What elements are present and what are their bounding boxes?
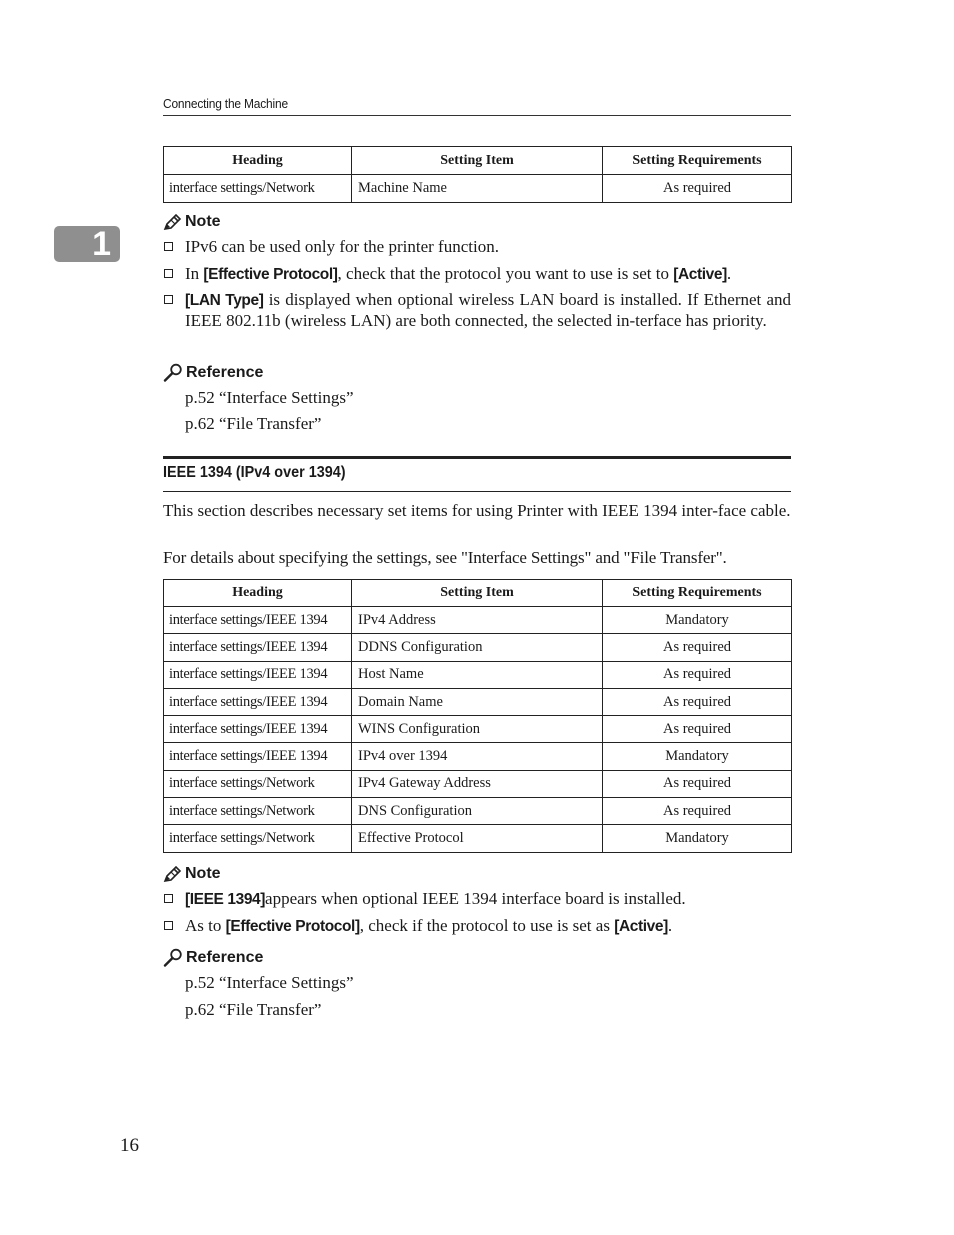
note-item [163, 916, 791, 937]
table-cell-setting-item: DDNS Configuration [352, 634, 603, 661]
table-cell-heading: interface settings/IEEE 1394 [164, 661, 352, 688]
table-header-row [164, 147, 792, 175]
table-cell-setting-item: WINS Configuration [352, 716, 603, 743]
section-paragraph: For details about specifying the settings, see "Interface Settings" and "File Transfer". [163, 548, 727, 567]
ui-label-effective-protocol: [Effective Protocol] [203, 266, 338, 283]
ui-label-ieee-1394: [IEEE 1394] [185, 891, 266, 908]
reference-heading [163, 363, 263, 382]
table-cell-heading: interface settings/Network [164, 825, 352, 852]
settings-table-network [163, 146, 792, 203]
settings-table-ieee1394 [163, 579, 792, 853]
reference-link[interactable]: p.52 “Interface Settings” [185, 388, 354, 407]
column-header-heading: Heading [164, 580, 352, 607]
section-rule-bottom [163, 491, 791, 492]
checkbox-bullet-icon [163, 916, 185, 937]
chapter-number: 1 [92, 225, 111, 263]
note-heading [163, 865, 221, 883]
note-item-text: IPv6 can be used only for the printer function. [185, 237, 499, 256]
note-item [163, 889, 791, 910]
table-row [164, 688, 792, 715]
magnifier-icon [163, 363, 183, 382]
note-item-text: As to [Effective Protocol], check if the protocol to use is set as [Active]. [185, 916, 673, 935]
table-cell-requirement: As required [603, 175, 792, 203]
table-row [164, 661, 792, 688]
column-header-setting-item: Setting Item [352, 147, 603, 175]
table-row [164, 716, 792, 743]
table-row [164, 743, 792, 770]
table-cell-setting-item: IPv4 Address [352, 607, 603, 634]
table-cell-heading: interface settings/Network [164, 798, 352, 825]
header-rule [163, 115, 791, 116]
checkbox-bullet-icon [163, 290, 185, 331]
note-item [163, 237, 791, 257]
note-item [163, 264, 791, 285]
page-number: 16 [120, 1135, 139, 1156]
table-row [164, 798, 792, 825]
table-cell-requirement: As required [603, 716, 792, 743]
pencil-icon [163, 214, 182, 231]
column-header-setting-requirements: Setting Requirements [603, 580, 792, 607]
table-cell-setting-item: Effective Protocol [352, 825, 603, 852]
table-cell-requirement: As required [603, 634, 792, 661]
reference-title: Reference [186, 363, 264, 381]
note-title: Note [185, 213, 221, 230]
table-cell-requirement: As required [603, 688, 792, 715]
table-cell-requirement: Mandatory [603, 607, 792, 634]
ui-label-effective-protocol: [Effective Protocol] [225, 918, 360, 935]
checkbox-bullet-icon [163, 264, 185, 285]
column-header-setting-item: Setting Item [352, 580, 603, 607]
table-cell-heading: interface settings/IEEE 1394 [164, 716, 352, 743]
table-cell-requirement: As required [603, 770, 792, 797]
ui-label-active: [Active] [673, 266, 727, 283]
table-cell-setting-item: Host Name [352, 661, 603, 688]
table-row [164, 825, 792, 852]
table-cell-heading: interface settings/IEEE 1394 [164, 743, 352, 770]
table-row [164, 175, 792, 203]
section-paragraph: This section describes necessary set items for using Printer with IEEE 1394 inter-face cable. [163, 501, 791, 520]
table-cell-requirement: Mandatory [603, 743, 792, 770]
reference-link[interactable]: p.52 “Interface Settings” [185, 973, 354, 992]
table-header-row [164, 580, 792, 607]
note-heading [163, 213, 221, 231]
chapter-tab [54, 226, 120, 262]
reference-link[interactable]: p.62 “File Transfer” [185, 414, 322, 433]
table-cell-setting-item: IPv4 over 1394 [352, 743, 603, 770]
magnifier-icon [163, 948, 183, 967]
table-cell-setting-item: DNS Configuration [352, 798, 603, 825]
ui-label-active: [Active] [614, 918, 668, 935]
table-row [164, 770, 792, 797]
table-row [164, 607, 792, 634]
section-rule-top [163, 456, 791, 459]
column-header-setting-requirements: Setting Requirements [603, 147, 792, 175]
note-item-text: [LAN Type] is displayed when optional wireless LAN board is installed. If Ethernet and IEEE 802.11b (wireless LAN) are both connected, the selected in-terface has priority. [185, 290, 791, 330]
note-item-text: [IEEE 1394]appears when optional IEEE 1394 interface board is installed. [185, 889, 686, 908]
table-cell-heading: interface settings/IEEE 1394 [164, 634, 352, 661]
note-item [163, 290, 791, 331]
table-cell-heading: interface settings/Network [164, 175, 352, 203]
checkbox-bullet-icon [163, 889, 185, 910]
table-cell-setting-item: Domain Name [352, 688, 603, 715]
reference-link[interactable]: p.62 “File Transfer” [185, 1000, 322, 1019]
pencil-icon [163, 866, 182, 883]
section-title: IEEE 1394 (IPv4 over 1394) [163, 464, 346, 481]
table-cell-requirement: As required [603, 661, 792, 688]
table-cell-requirement: As required [603, 798, 792, 825]
reference-heading [163, 948, 263, 967]
reference-title: Reference [186, 948, 264, 966]
column-header-heading: Heading [164, 147, 352, 175]
checkbox-bullet-icon [163, 237, 185, 257]
table-cell-heading: interface settings/IEEE 1394 [164, 688, 352, 715]
table-cell-requirement: Mandatory [603, 825, 792, 852]
ui-label-lan-type: [LAN Type] [185, 292, 264, 309]
table-cell-setting-item: IPv4 Gateway Address [352, 770, 603, 797]
table-cell-setting-item: Machine Name [352, 175, 603, 203]
table-cell-heading: interface settings/IEEE 1394 [164, 607, 352, 634]
note-item-text: In [Effective Protocol], check that the protocol you want to use is set to [Active]. [185, 264, 732, 283]
note-title: Note [185, 865, 221, 882]
running-header: Connecting the Machine [163, 96, 288, 111]
table-cell-heading: interface settings/Network [164, 770, 352, 797]
table-row [164, 634, 792, 661]
